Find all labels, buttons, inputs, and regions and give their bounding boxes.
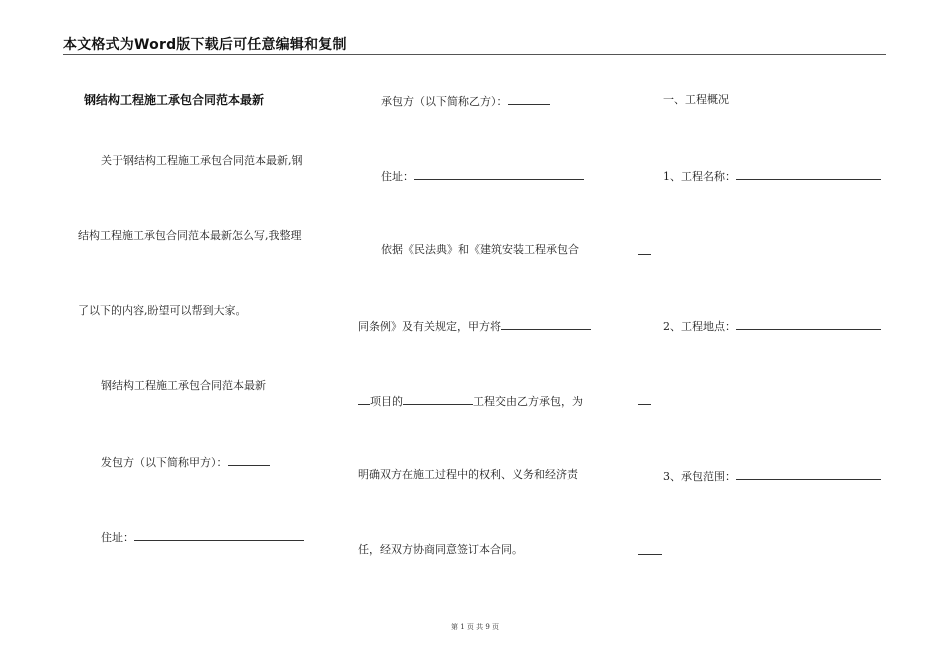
basis-line-2-text: 同条例》及有关规定，甲方将	[358, 320, 501, 333]
section-title: 一、工程概况	[663, 93, 729, 106]
address-b-line	[381, 168, 584, 184]
continuation-blank-2	[638, 393, 651, 409]
address-b-label: 住址：	[381, 170, 414, 183]
item-2-line	[663, 318, 881, 334]
subtitle: 钢结构工程施工承包合同范本最新	[101, 379, 266, 392]
page-header	[63, 34, 886, 55]
address-a-line	[101, 529, 304, 545]
basis-line-4: 明确双方在施工过程中的权利、义务和经济责	[358, 468, 578, 481]
basis-line-3-lead-blank	[358, 393, 370, 405]
address-b-blank	[414, 168, 584, 180]
party-b-label: 承包方（以下简称乙方）：	[381, 95, 508, 108]
document-title: 钢结构工程施工承包合同范本最新	[84, 93, 265, 107]
basis-line-3-blank	[403, 393, 473, 405]
intro-line-2: 结构工程施工承包合同范本最新怎么写,我整理	[78, 229, 302, 242]
item-3-line	[663, 468, 881, 484]
item-1-label: 1、工程名称：	[663, 170, 736, 183]
page-footer: 第 1 页 共 9 页	[450, 623, 500, 631]
intro-line-1: 关于钢结构工程施工承包合同范本最新,钢	[101, 154, 303, 167]
basis-line-3-text-b: 工程交由乙方承包，为	[473, 395, 583, 408]
party-a-line	[101, 454, 270, 470]
continuation-blank-1	[638, 243, 651, 259]
item-3-blank	[736, 468, 881, 480]
item-2-blank	[736, 318, 881, 330]
basis-line-3	[358, 393, 583, 409]
item-2-label: 2、工程地点：	[663, 320, 736, 333]
basis-line-2	[358, 318, 591, 334]
item-1-blank	[736, 168, 881, 180]
intro-line-3: 了以下的内容,盼望可以帮到大家。	[78, 304, 247, 317]
continuation-blank-2-line	[638, 393, 651, 405]
party-a-label: 发包方（以下简称甲方）：	[101, 456, 228, 469]
header-text: 本文格式为Word版下载后可任意编辑和复制	[63, 37, 347, 53]
basis-line-3-text-a: 项目的	[370, 395, 403, 408]
basis-line-5: 任，经双方协商同意签订本合同。	[358, 543, 523, 556]
continuation-blank-1-line	[638, 243, 651, 255]
address-a-blank	[134, 529, 304, 541]
address-a-label: 住址：	[101, 531, 134, 544]
party-b-line	[381, 93, 550, 109]
item-1-line	[663, 168, 881, 184]
party-a-blank	[228, 454, 270, 466]
basis-line-1: 依据《民法典》和《建筑安装工程承包合	[381, 243, 579, 256]
continuation-blank-3	[638, 543, 662, 559]
continuation-blank-3-line	[638, 543, 662, 555]
item-3-label: 3、承包范围：	[663, 470, 736, 483]
basis-line-2-blank	[501, 318, 591, 330]
party-b-blank	[508, 93, 550, 105]
